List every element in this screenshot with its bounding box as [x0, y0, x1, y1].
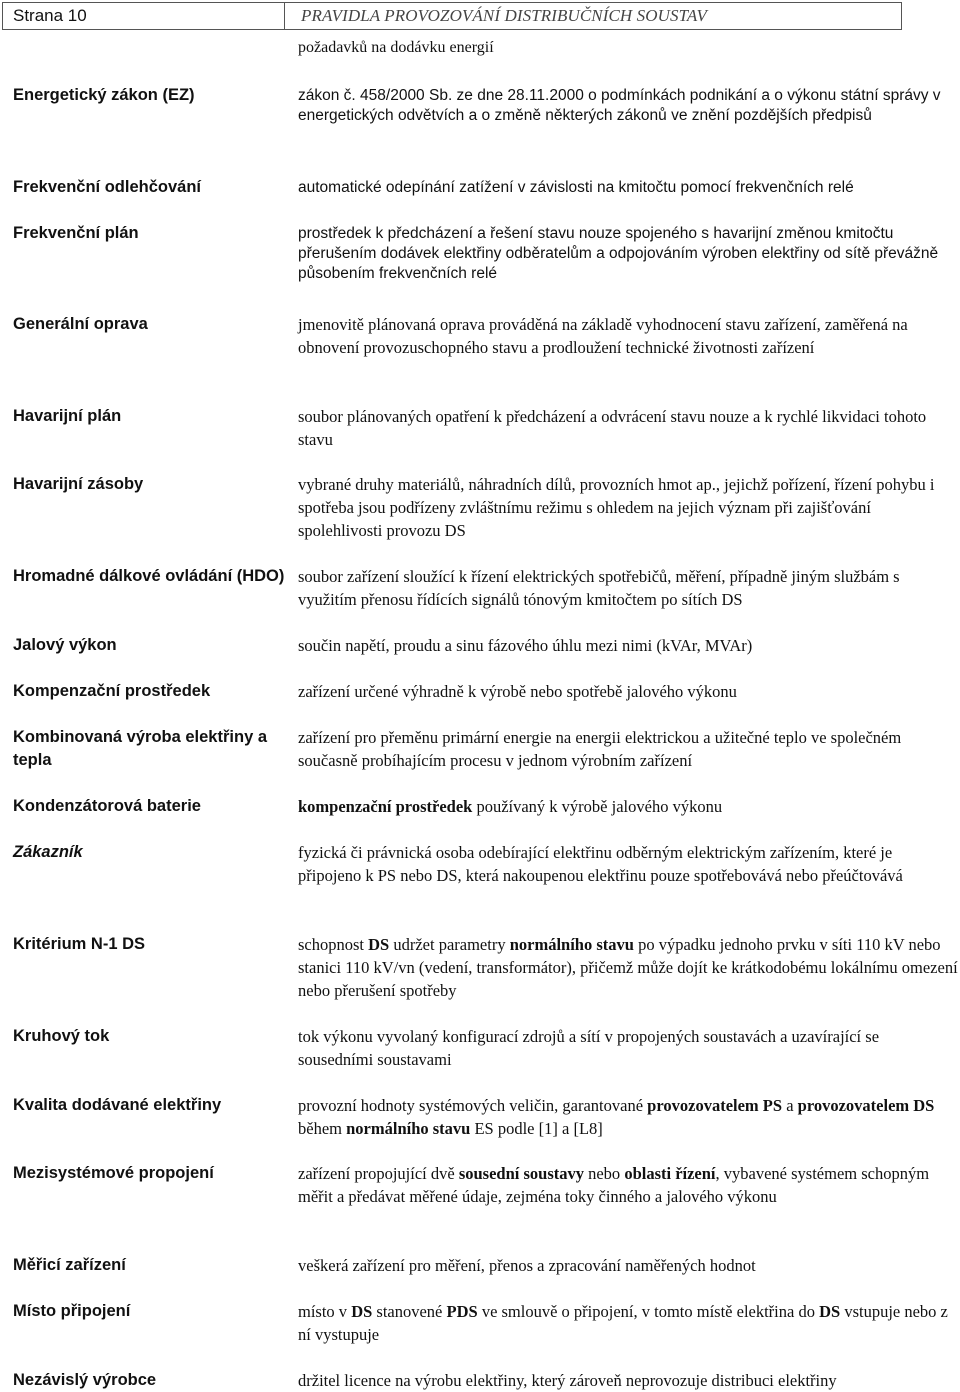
term-generalni-oprava: Generální oprava: [13, 315, 148, 333]
term-energeticky-zakon: Energetický zákon (EZ): [13, 86, 195, 104]
definition-zakaznik: fyzická či právnická osoba odebírající elektřinu odběrným elektrickým zařízením, které je připojeno k PS nebo DS, která nakoupenou elektřinu pouze spotřebovává nebo přeúčtovává: [298, 843, 903, 885]
definition-havarijni-zasoby: vybrané druhy materiálů, náhradních dílů, provozních hmot ap., jejichž pořízení, řízení pohybu i spotřeba jsou podřízeny zvláštnímu režimu s ohledem na jejich význam při zajišťování spolehlivosti provozu DS: [298, 475, 935, 540]
definition-havarijni-plan: soubor plánovaných opatření k předcházení a odvrácení stavu nouze a k rychlé likvidaci tohoto stavu: [298, 407, 927, 449]
definition-text: ES podle [1] a [L8]: [470, 1119, 603, 1138]
definition-energeticky-zakon: zákon č. 458/2000 Sb. ze dne 28.11.2000 o podmínkách podnikání a o výkonu státní správy v energetických odvětvích a o změně některých zákonů ve znění pozdějších předpisů: [298, 87, 941, 124]
term-havarijni-zasoby: Havarijní zásoby: [13, 475, 144, 493]
continued-definition: požadavků na dodávku energií: [298, 39, 494, 56]
emphasis: normálního stavu: [509, 935, 634, 954]
emphasis: DS: [819, 1302, 841, 1321]
definition-jalovy-vykon: součin napětí, proudu a sinu fázového úhlu mezi nimi (kVAr, MVAr): [298, 636, 753, 655]
definition-frekvencni-plan: prostředek k předcházení a řešení stavu nouze spojeného s havarijní změnou kmitočtu přerušením dodávek elektřiny odběratelům a odpojováním výroben elektřiny od sítě převážně působením frekvenčních relé: [298, 225, 939, 282]
definition-generalni-oprava: jmenovitě plánovaná oprava prováděná na základě vyhodnocení stavu zařízení, zaměřená na obnovení provozuschopného stavu a prodloužení technické životnosti zařízení: [298, 315, 908, 357]
definition-kombinovana-vyroba: zařízení pro přeměnu primární energie na energii elektrickou a užitečné teplo ve společném současně probíhajícím procesu v jednom výrobním zařízení: [298, 728, 902, 770]
definition-text: po výpadku jednoho prvku v síti 110 kV nebo stanici 110 kV/vn (vedení, transformátor), přičemž může dojít ke krátkodobému lokálnímu omezení nebo přerušení spotřeby: [298, 935, 958, 1000]
definition-kondenzatorova-baterie: [298, 795, 958, 818]
term-kriterium-n1: Kritérium N-1 DS: [13, 935, 146, 953]
definition-text: během: [298, 1119, 347, 1138]
definition-text: vstupuje nebo z ní vystupuje: [298, 1302, 948, 1344]
definition-text: nebo: [583, 1164, 625, 1183]
emphasis: DS: [351, 1302, 373, 1321]
definition-text: používaný k výrobě jalového výkonu: [472, 797, 723, 816]
term-mereci-zarizeni: Měřicí zařízení: [13, 1256, 126, 1274]
definition-mereci-zarizeni: veškerá zařízení pro měření, přenos a zpracování naměřených hodnot: [298, 1256, 756, 1275]
page-header: [2, 2, 902, 30]
definition-text: a: [782, 1096, 798, 1115]
term-zakaznik: [13, 841, 288, 864]
term-kvalita-elektriny: Kvalita dodávané elektřiny: [13, 1096, 222, 1114]
definition-text: zařízení propojující dvě: [298, 1164, 459, 1183]
emphasis: sousední soustavy: [458, 1164, 584, 1183]
definition-text: místo v: [298, 1302, 352, 1321]
definition-text: stanovené: [372, 1302, 447, 1321]
emphasis: provozovatelem PS: [647, 1096, 783, 1115]
emphasis: DS: [368, 935, 390, 954]
term-kruhovy-tok: Kruhový tok: [13, 1027, 110, 1045]
emphasis: oblasti řízení: [624, 1164, 716, 1183]
definition-text: ve smlouvě o připojení, v tomto místě elektřina do: [477, 1302, 820, 1321]
term-jalovy-vykon: Jalový výkon: [13, 636, 117, 654]
emphasis: kompenzační prostředek: [298, 797, 473, 816]
definition-kvalita-elektriny: [298, 1094, 958, 1140]
document-title: PRAVIDLA PROVOZOVÁNÍ DISTRIBUČNÍCH SOUSTAV: [301, 6, 708, 25]
definition-text: udržet parametry: [389, 935, 510, 954]
emphasis: normálního stavu: [346, 1119, 471, 1138]
term-frekvencni-odlehcovani: Frekvenční odlehčování: [13, 178, 201, 196]
definition-kruhovy-tok: tok výkonu vyvolaný konfigurací zdrojů a sítí v propojených soustavách a uzavírající se sousedními soustavami: [298, 1027, 880, 1069]
term-hdo: Hromadné dálkové ovládání (HDO): [13, 567, 285, 585]
term-mezisystemove-propojeni: Mezisystémové propojení: [13, 1164, 214, 1182]
term-text: Zákazník: [13, 843, 83, 861]
term-kompenzacni-prostredek: Kompenzační prostředek: [13, 682, 211, 700]
term-kondenzatorova-baterie: Kondenzátorová baterie: [13, 797, 201, 815]
definition-frekvencni-odlehcovani: automatické odepínání zatížení v závislosti na kmitočtu pomocí frekvenčních relé: [298, 179, 854, 196]
term-frekvencni-plan: Frekvenční plán: [13, 224, 139, 242]
emphasis: provozovatelem DS: [797, 1096, 935, 1115]
term-nezavisly-vyrobce: Nezávislý výrobce: [13, 1371, 157, 1389]
definition-misto-pripojeni: [298, 1300, 958, 1346]
emphasis: PDS: [446, 1302, 478, 1321]
definition-hdo: soubor zařízení sloužící k řízení elektrických spotřebičů, měření, případně jiným službám s využitím přenosu řídících signálů tónovým kmitočtem po sítích DS: [298, 567, 900, 609]
page-number: Strana 10: [3, 3, 285, 29]
definition-text: provozní hodnoty systémových veličin, garantované: [298, 1096, 648, 1115]
term-havarijni-plan: Havarijní plán: [13, 407, 122, 425]
definition-nezavisly-vyrobce: držitel licence na výrobu elektřiny, který zároveň neprovozuje distribuci elektřiny: [298, 1371, 837, 1390]
definition-kriterium-n1: [298, 933, 958, 1002]
term-misto-pripojeni: Místo připojení: [13, 1302, 131, 1320]
term-kombinovana-vyroba: Kombinovaná výroba elektřiny a tepla: [13, 728, 268, 769]
definition-text: , vybavené systémem schopným měřit a předávat měřené údaje, zejména toky činného a jalového výkonu: [298, 1164, 930, 1206]
definition-text: schopnost: [298, 935, 369, 954]
definition-kompenzacni-prostredek: zařízení určené výhradně k výrobě nebo spotřebě jalového výkonu: [298, 682, 737, 701]
definition-mezisystemove-propojeni: [298, 1162, 958, 1208]
